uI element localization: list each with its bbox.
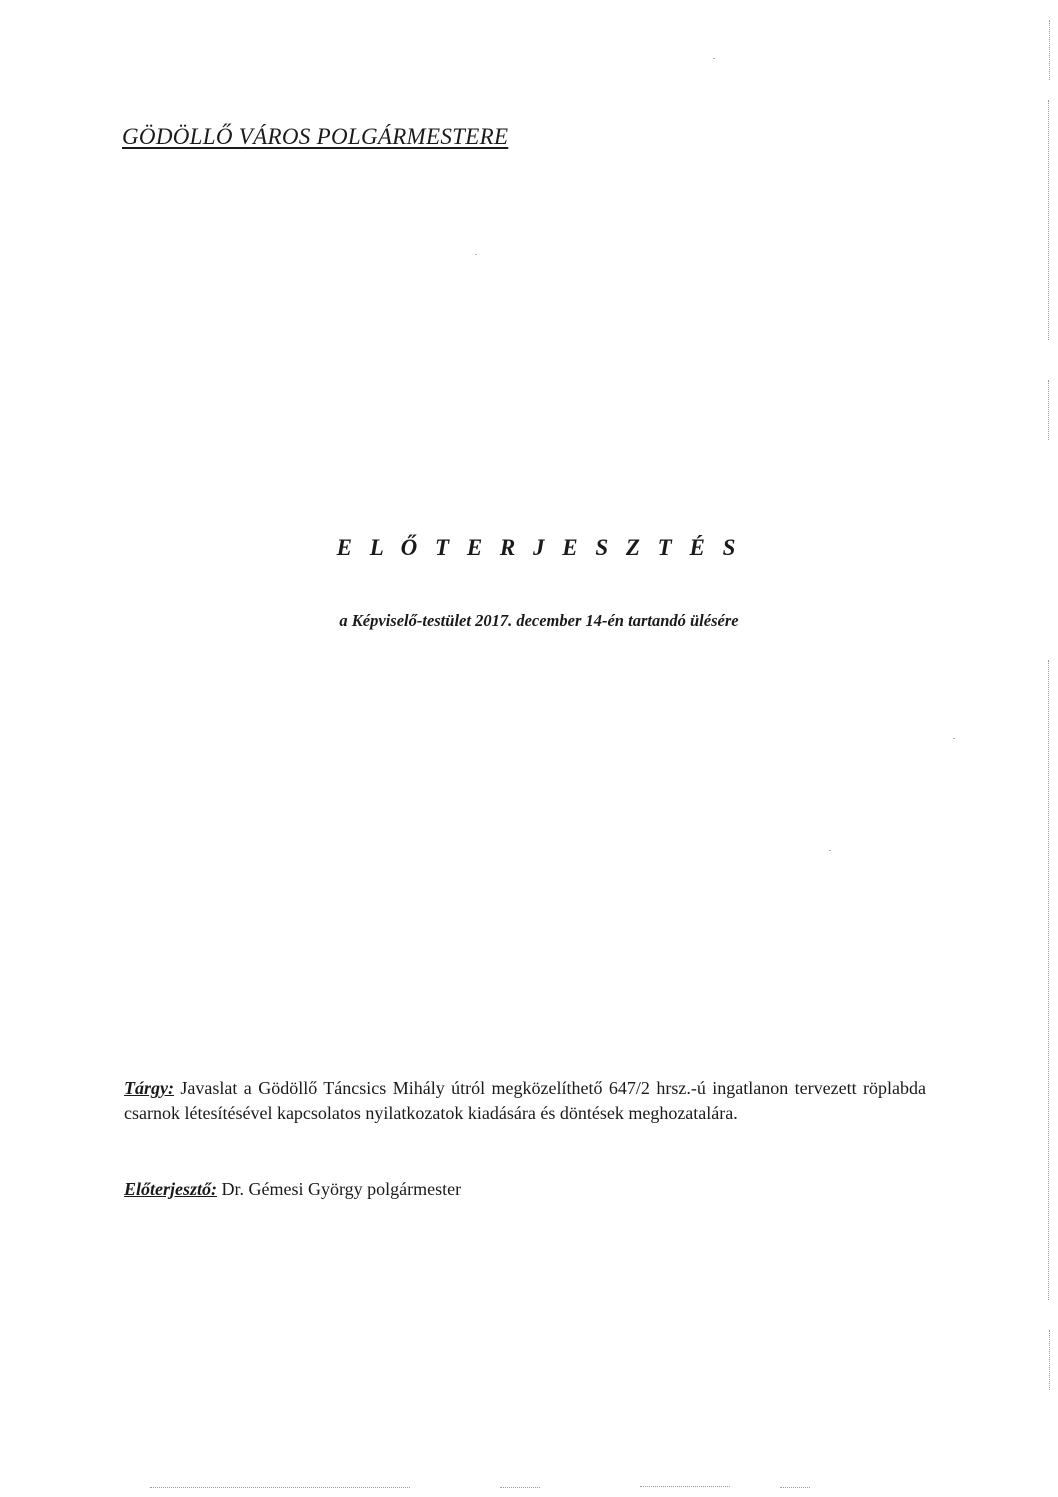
scan-speck [953,738,955,739]
presenter-label: Előterjesztő: [124,1179,217,1199]
scan-edge-line [1049,20,1050,80]
subject-text: Javaslat a Gödöllő Táncsics Mihály útról megközelíthető 647/2 hrsz.-ú ingatlanon tervezett röplabda csarnok létesítésével kapcsolatos nyilatkozatok kiadására és döntések meghozatalára. [124,1078,926,1123]
scan-bottom-line [780,1487,810,1488]
scan-bottom-line [150,1487,410,1488]
scan-edge-line [1048,660,1049,1300]
scan-speck [829,850,831,851]
scan-edge-line [1049,1330,1050,1390]
scan-bottom-line [640,1486,730,1487]
scan-bottom-line [500,1487,540,1488]
presenter-text: Dr. Gémesi György polgármester [221,1179,462,1199]
document-title: E L Ő T E R J E S Z T É S [336,535,742,560]
meeting-subtitle: a Képviselő-testület 2017. december 14-én tartandó ülésére [339,611,739,630]
scan-speck [475,254,477,255]
subject-paragraph [124,1076,926,1126]
subject-label: Tárgy: [124,1078,174,1098]
scan-speck [713,58,715,59]
issuer-heading: GÖDÖLLŐ VÁROS POLGÁRMESTERE [122,124,509,149]
presenter-line [124,1177,461,1202]
scan-edge-line [1048,100,1049,340]
scan-edge-line [1048,380,1049,440]
